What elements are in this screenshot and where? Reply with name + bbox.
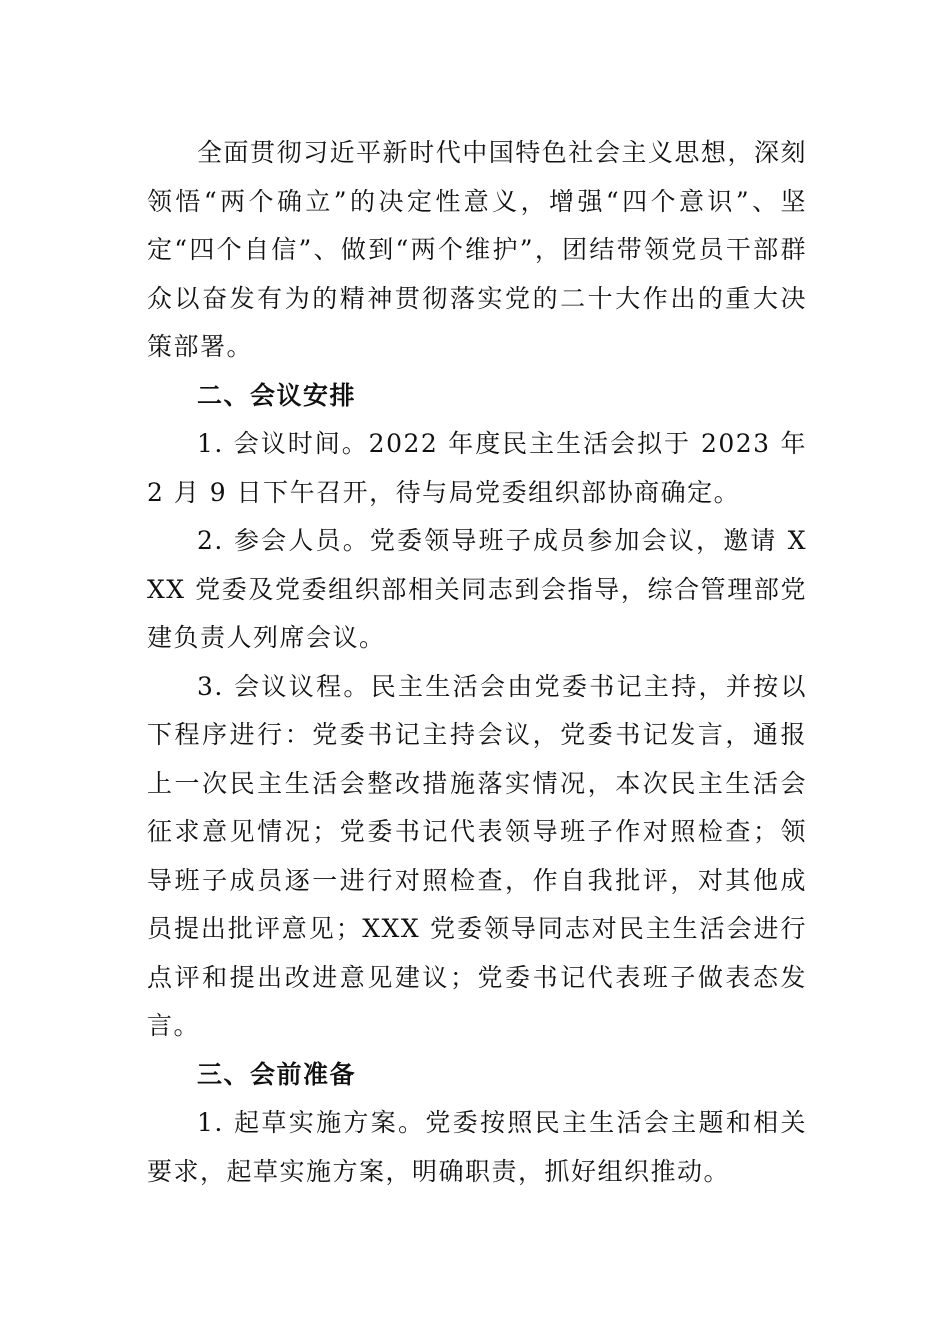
section-heading-meeting-arrangement: 二、会议安排 bbox=[197, 380, 357, 410]
paragraph-intro: 全面贯彻习近平新时代中国特色社会主义思想，深刻领悟“两个确立”的决定性意义，增强“四个意识”、坚定“四个自信”、做到“两个维护”，团结带领党员干部群众以奋发有为的精神贯彻落实党的二十大作出的重大决策部署。 bbox=[147, 138, 807, 361]
section-heading-preparation: 三、会前准备 bbox=[197, 1059, 357, 1089]
paragraph-attendees: 2. 参会人员。党委领导班子成员参加会议，邀请 XXX 党委及党委组织部相关同志到会指导，综合管理部党建负责人列席会议。 bbox=[147, 526, 807, 652]
paragraph-meeting-time: 1. 会议时间。2022 年度民主生活会拟于 2023 年 2 月 9 日下午召开，待与局党委组织部协商确定。 bbox=[147, 429, 807, 507]
paragraph-draft-plan: 1. 起草实施方案。党委按照民主生活会主题和相关要求，起草实施方案，明确职责，抓好组织推动。 bbox=[147, 1108, 807, 1186]
paragraph-agenda: 3. 会议议程。民主生活会由党委书记主持，并按以下程序进行：党委书记主持会议，党委书记发言，通报上一次民主生活会整改措施落实情况，本次民主生活会征求意见情况；党委书记代表领导班子作对照检查；领导班子成员逐一进行对照检查，作自我批评，对其他成员提出批评意见；XXX 党委领导同志对民主生活会进行点评和提出改进意见建议；党委书记代表班子做表态发言。 bbox=[147, 671, 807, 1040]
document-body bbox=[147, 129, 807, 1196]
